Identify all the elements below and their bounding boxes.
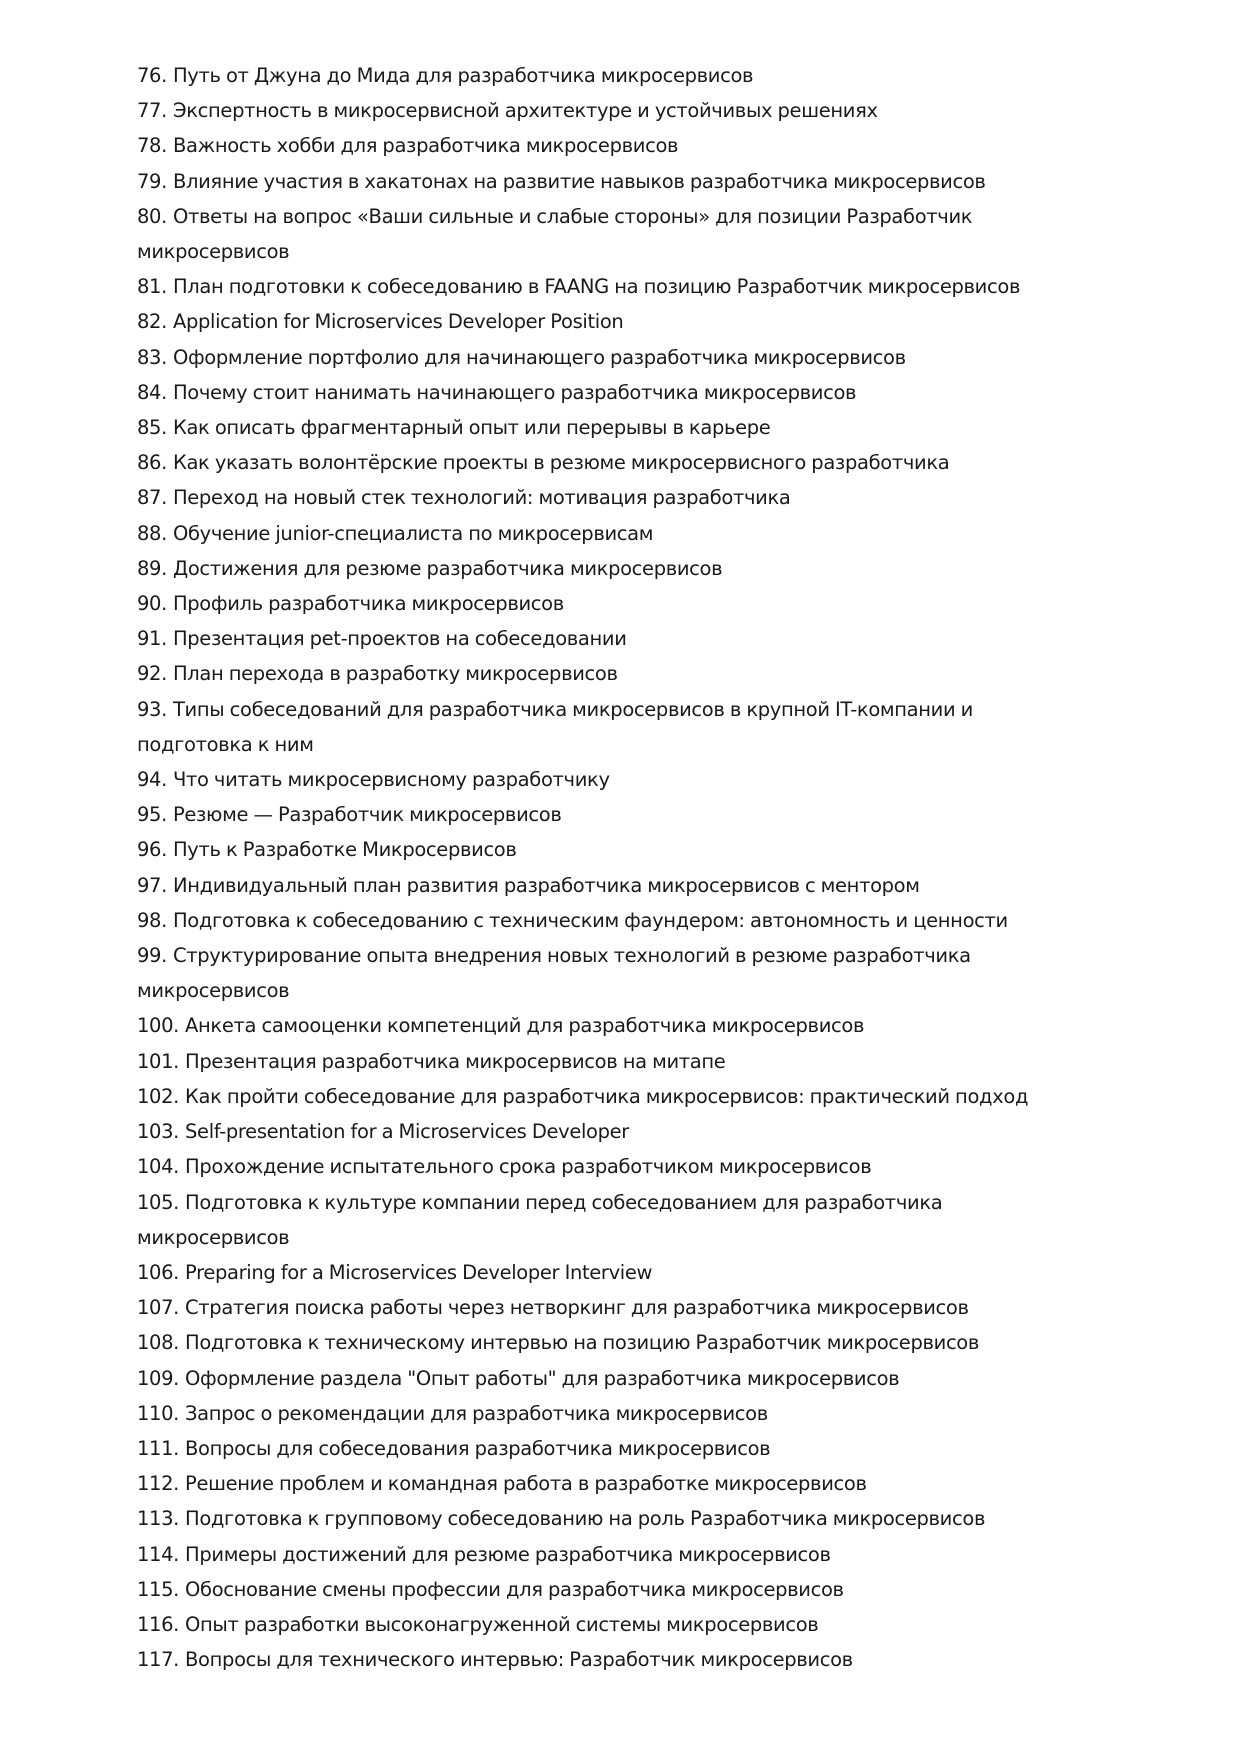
item-number: 81. [137,275,167,299]
item-number: 100. [137,1014,180,1038]
item-number: 105. [137,1190,180,1214]
item-text: Примеры достижений для резюме разработчика микросервисов [185,1542,831,1566]
item-number: 90. [137,592,167,616]
item-text: Обучение junior-специалиста по микросервисам [172,521,654,545]
list-item [137,1114,1067,1149]
item-number: 88. [137,521,167,545]
item-text: Индивидуальный план развития разработчика микросервисов с ментором [172,873,920,897]
item-text: Презентация pet-проектов на собеседовании [172,627,627,651]
list-item [137,445,1067,480]
item-text: Типы собеседований для разработчика микросервисов в крупной IT-компании и подготовка к ним [137,697,973,756]
item-number: 91. [137,627,167,651]
list-item [137,480,1067,515]
item-text: Важность хобби для разработчика микросервисов [172,134,679,158]
item-text: Экспертность в микросервисной архитектуре и устойчивых решениях [172,99,878,123]
list-item [137,340,1067,375]
item-number: 99. [137,944,167,968]
list-item [137,762,1067,797]
list-item [137,1325,1067,1360]
item-number: 83. [137,345,167,369]
list-item [137,621,1067,656]
item-number: 82. [137,310,167,334]
item-text: Как описать фрагментарный опыт или перерывы в карьере [172,416,771,440]
list-item [137,269,1067,304]
item-number: 112. [137,1472,180,1496]
item-text: Стратегия поиска работы через нетворкинг для разработчика микросервисов [185,1296,969,1320]
item-text: Опыт разработки высоконагруженной системы микросервисов [185,1612,819,1636]
item-text: Обоснование смены профессии для разработчика микросервисов [185,1577,844,1601]
item-number: 117. [137,1648,180,1672]
list-item [137,692,1067,762]
list-item [137,586,1067,621]
item-number: 104. [137,1155,180,1179]
item-number: 106. [137,1260,180,1284]
list-item [137,410,1067,445]
item-text: Переход на новый стек технологий: мотивация разработчика [172,486,791,510]
list-item [137,1501,1067,1536]
item-number: 87. [137,486,167,510]
item-text: Self-presentation for a Microservices Developer [185,1120,629,1144]
item-number: 77. [137,99,167,123]
list-item [137,1290,1067,1325]
item-number: 97. [137,873,167,897]
item-number: 93. [137,697,167,721]
item-number: 116. [137,1612,180,1636]
item-number: 80. [137,204,167,228]
item-text: Почему стоит нанимать начинающего разработчика микросервисов [172,380,857,404]
item-text: Вопросы для собеседования разработчика микросервисов [185,1436,771,1460]
list-item [137,1149,1067,1184]
item-text: Достижения для резюме разработчика микросервисов [172,556,723,580]
list-item [137,1008,1067,1043]
item-text: Влияние участия в хакатонах на развитие навыков разработчика микросервисов [172,169,986,193]
list-item [137,656,1067,691]
item-text: Ответы на вопрос «Ваши сильные и слабые стороны» для позиции Разработчик микросервисов [137,204,973,264]
list-item [137,938,1067,1008]
item-number: 94. [137,768,167,792]
item-number: 103. [137,1120,180,1144]
list-item [137,164,1067,199]
list-item [137,1396,1067,1431]
item-number: 102. [137,1084,180,1108]
document-page [137,58,1067,1677]
list-item [137,1607,1067,1642]
item-number: 84. [137,380,167,404]
list-item [137,797,1067,832]
item-text: Запрос о рекомендации для разработчика микросервисов [185,1401,768,1425]
item-number: 86. [137,451,167,475]
item-number: 109. [137,1366,180,1390]
item-text: Структурирование опыта внедрения новых технологий в резюме разработчика микросервисов [137,944,971,1003]
item-text: Подготовка к культуре компании перед собеседованием для разработчика микросервисов [137,1190,943,1249]
item-text: План подготовки к собеседованию в FAANG на позицию Разработчик микросервисов [172,275,1021,299]
list-item [137,1572,1067,1607]
list-item [137,58,1067,93]
item-number: 115. [137,1577,180,1601]
item-text: Оформление раздела "Опыт работы" для разработчика микросервисов [185,1366,900,1390]
list-item [137,1431,1067,1466]
item-text: Как пройти собеседование для разработчика микросервисов: практический подход [185,1084,1029,1108]
item-text: Анкета самооценки компетенций для разработчика микросервисов [185,1014,865,1038]
item-number: 92. [137,662,167,686]
item-text: Как указать волонтёрские проекты в резюме микросервисного разработчика [172,451,950,475]
item-text: План перехода в разработку микросервисов [172,662,618,686]
item-number: 95. [137,803,167,827]
item-number: 114. [137,1542,180,1566]
item-text: Презентация разработчика микросервисов на митапе [185,1049,726,1073]
item-number: 76. [137,64,167,87]
item-number: 111. [137,1436,180,1460]
list-item [137,516,1067,551]
list-item [137,1185,1067,1255]
item-text: Оформление портфолио для начинающего разработчика микросервисов [172,345,906,369]
list-item [137,199,1067,269]
list-item [137,903,1067,938]
item-number: 101. [137,1049,180,1073]
item-number: 96. [137,838,167,862]
item-number: 79. [137,169,167,193]
list-item [137,1537,1067,1572]
item-number: 98. [137,908,167,932]
list-item [137,868,1067,903]
item-number: 110. [137,1401,180,1425]
item-number: 113. [137,1507,180,1531]
item-text: Путь к Разработке Микросервисов [172,838,517,862]
item-text: Подготовка к групповому собеседованию на роль Разработчика микросервисов [185,1507,986,1531]
item-number: 89. [137,556,167,580]
list-item [137,1079,1067,1114]
item-text: Резюме — Разработчик микросервисов [172,803,562,827]
item-number: 107. [137,1296,180,1320]
list-item [137,1642,1067,1677]
list-item [137,93,1067,128]
list-item [137,832,1067,867]
list-item [137,375,1067,410]
item-text: Прохождение испытательного срока разработчиком микросервисов [185,1155,872,1179]
item-text: Вопросы для технического интервью: Разработчик микросервисов [185,1648,853,1672]
item-text: Профиль разработчика микросервисов [172,592,564,616]
item-text: Preparing for a Microservices Developer Interview [185,1260,653,1284]
item-text: Подготовка к техническому интервью на позицию Разработчик микросервисов [185,1331,980,1355]
item-text: Что читать микросервисному разработчику [172,768,610,792]
list-item [137,304,1067,339]
list-item [137,551,1067,586]
item-text: Application for Microservices Developer Position [172,310,624,334]
list-item [137,1255,1067,1290]
list-item [137,1466,1067,1501]
item-text: Подготовка к собеседованию с техническим фаундером: автономность и ценности [172,908,1008,932]
list-item [137,128,1067,163]
item-number: 78. [137,134,167,158]
item-number: 108. [137,1331,180,1355]
item-text: Решение проблем и командная работа в разработке микросервисов [185,1472,867,1496]
numbered-list [137,58,1067,1677]
list-item [137,1361,1067,1396]
list-item [137,1044,1067,1079]
item-text: Путь от Джуна до Мида для разработчика микросервисов [172,64,754,87]
item-number: 85. [137,416,167,440]
